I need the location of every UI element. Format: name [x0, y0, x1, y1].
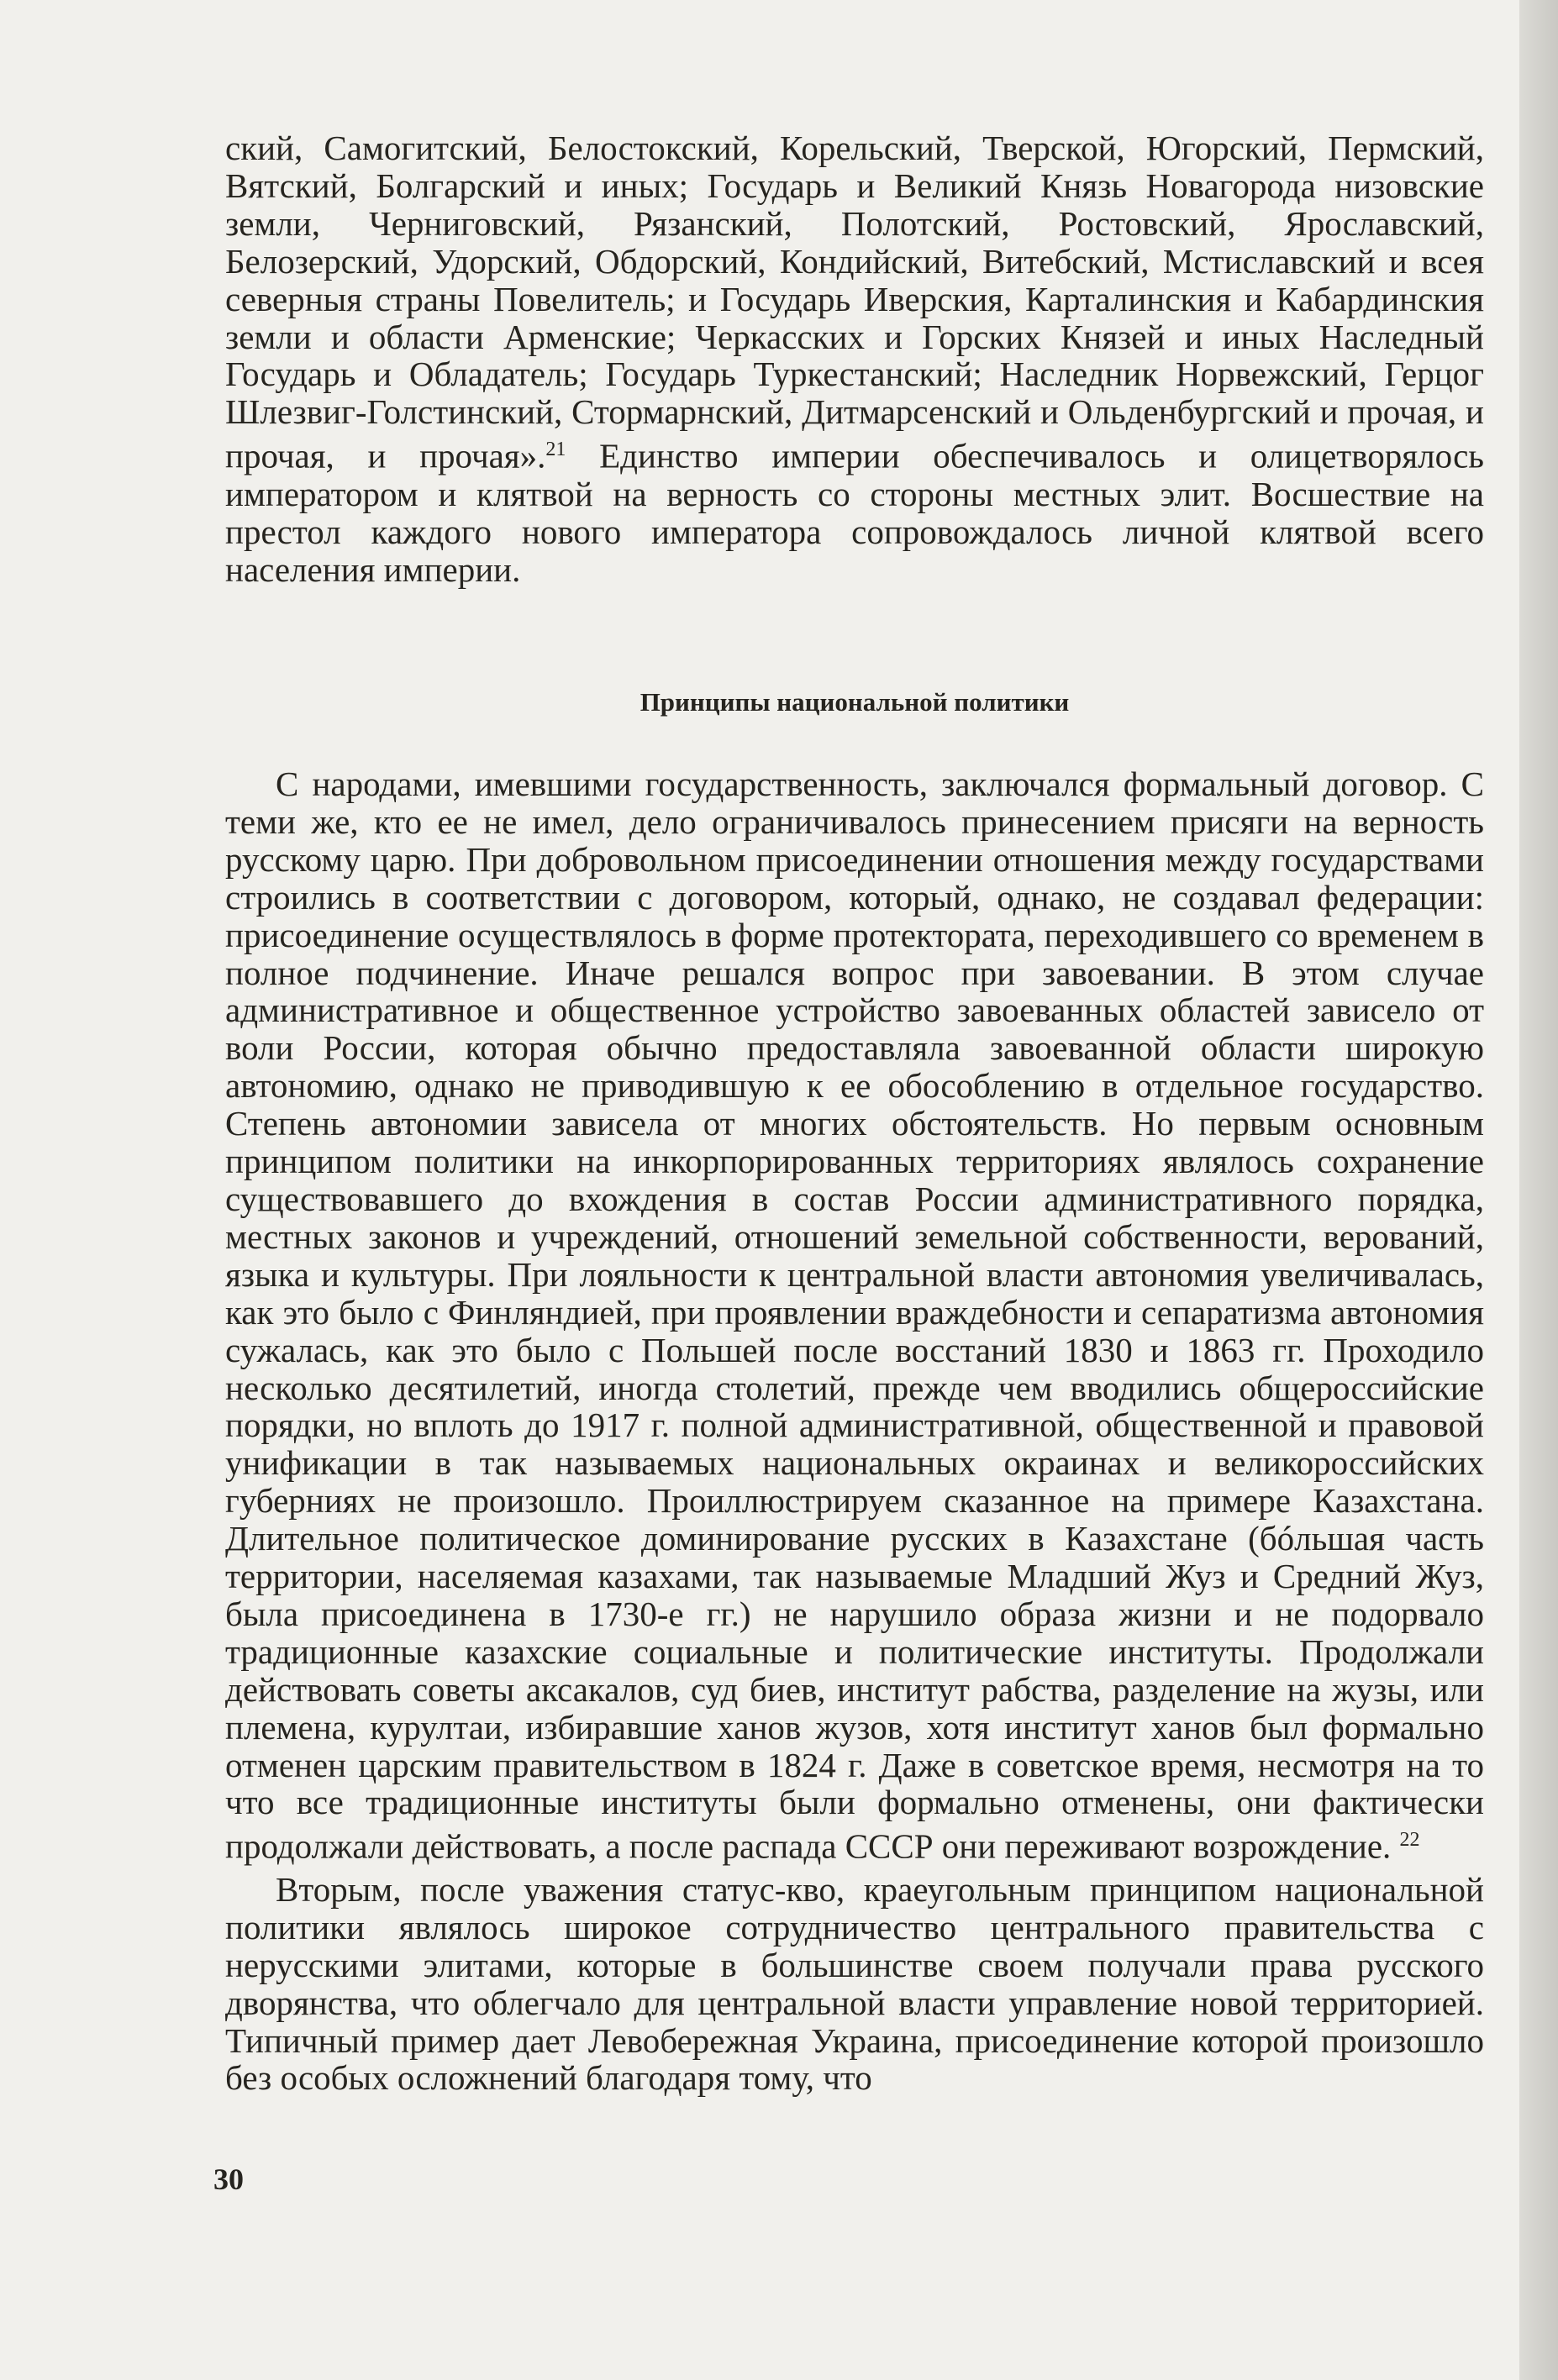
paragraph-1 [225, 765, 1484, 1866]
continuation-tail: Единство империи обеспечивалось и олицетворялось императором и клятвой на верность со стороны местных элит. Восшествие на престол каждого нового императора сопровождалось личной клятвой всего населения империи. [225, 436, 1484, 589]
continuation-paragraph [225, 129, 1484, 589]
continuation-text [225, 129, 1484, 589]
footnote-ref-21: 21 [545, 439, 566, 461]
section-heading: Принципы национальной политики [640, 687, 1070, 717]
page-number: 30 [213, 2162, 244, 2196]
footnote-ref-22: 22 [1399, 1829, 1420, 1852]
paragraph-1-text: С народами, имевшими государственность, заключался формальный договор. С теми же, кто ее не имел, дело ограничивалось принесением присяги на верность русскому царю. При добровольном присоединении отношения между государствами строились в соответствии с договором, который, однако, не создавал федерации: присоединение осуществлялось в форме протектората, переходившего со временем в полное подчинение. Иначе решался вопрос при завоевании. В этом случае административное и общественное устройство завоеванных областей зависело от воли России, которая обычно предоставляла завоеванной области широкую автономию, однако не приводившую к ее обособлению в отдельное государство. Степень автономии зависела от многих обстоятельств. Но первым основным принципом политики на инкорпорированных территориях являлось сохранение существовавшего до вхождения в состав России административного порядка, местных законов и учреждений, отношений земельной собственности, верований, языка и культуры. При лояльности к центральной власти автономия увеличивалась, как это было с Финляндией, при проявлении враждебности и сепаратизма автономия сужалась, как это было с Польшей после восстаний 1830 и 1863 гг. Проходило несколько десятилетий, иногда столетий, прежде чем вводились общероссийские порядки, но вплоть до 1917 г. полной административной, общественной и правовой унификации в так называемых национальных окраинах и великороссийских губерниях не произошло. Проиллюстрируем сказанное на примере Казахстана. Длительное политическое доминирование русских в Казахстане (бóльшая часть территории, населяемая казахами, так называемые Младший Жуз и Средний Жуз, была присоединена в 1730-е гг.) не нарушило образа жизни и не подорвало традиционные казахские социальные и политические институты. Продолжали действовать советы аксакалов, суд биев, институт рабства, разделение на жузы, или племена, курултаи, избиравшие ханов жузов, хотя институт ханов был формально отменен царским правительством в 1824 г. Даже в советское время, несмотря на то что все традиционные институты были формально отменены, они фактически продолжали действовать, а после распада СССР они переживают возрождение. [225, 764, 1484, 1867]
main-text [225, 765, 1484, 2097]
continuation-body: ский, Самогитский, Белостокский, Корельский, Тверской, Югорский, Пермский, Вятский, Болгарский и иных; Государь и Великий Князь Новагорода низовские земли, Черниговский, Рязанский, Полотский, Ростовский, Ярославский, Белозерский, Удорский, Обдорский, Кондийский, Витебский, Мстиславский и всея северныя страны Повелитель; и Государь Иверския, Карталинския и Кабардинския земли и области Арменские; Черкасских и Горских Князей и иных Наследный Государь и Обладатель; Государь Туркестанский; Наследник Норвежский, Герцог Шлезвиг-Голстинский, Стормарнский, Дитмарсенский и Ольденбургский и прочая, и прочая, и прочая». [225, 129, 1484, 475]
page-edge-shadow [1519, 0, 1558, 2380]
paragraph-2: Вторым, после уважения статус-кво, краеугольным принципом национальной политики являлось широкое сотрудничество центрального правительства с нерусскими элитами, которые в большинстве своем получали права русского дворянства, что облегчало для центральной власти управление новой территорией. Типичный пример дает Левобережная Украина, присоединение которой произошло без особых осложнений благодаря тому, что [225, 1869, 1484, 2098]
